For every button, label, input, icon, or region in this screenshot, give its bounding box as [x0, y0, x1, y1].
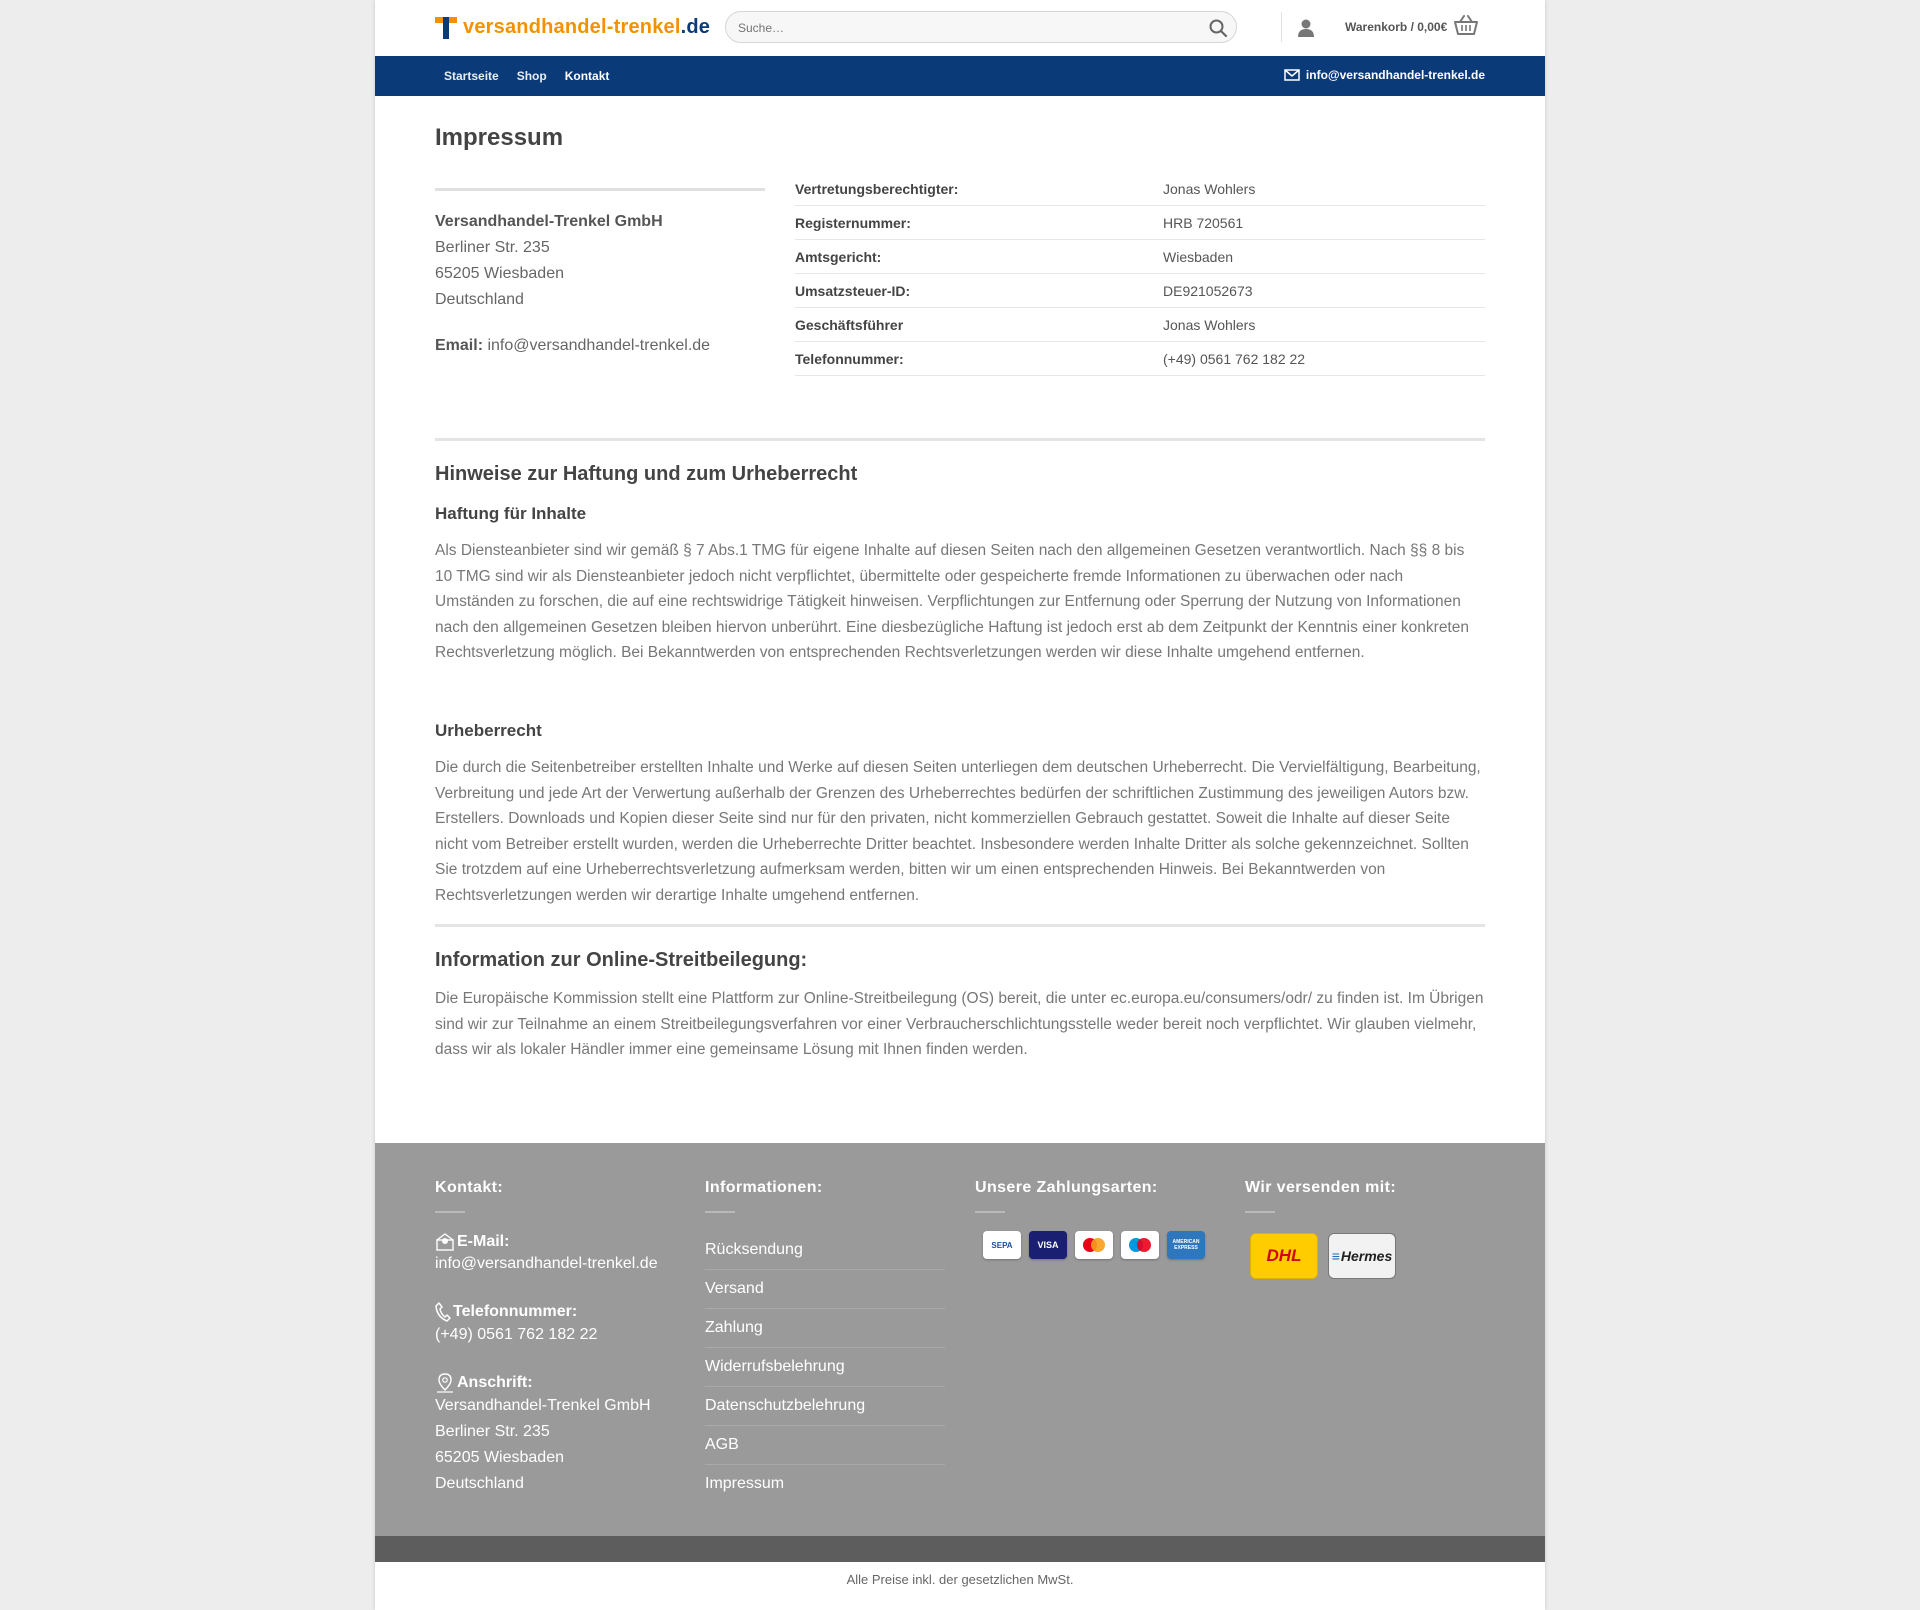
- footer-info-links: [705, 1231, 945, 1503]
- payment-methods: [983, 1231, 1205, 1259]
- logo-text: versandhandel-trenkel.de: [463, 15, 711, 38]
- footer-address-line: Versandhandel-Trenkel GmbH: [435, 1397, 651, 1414]
- table-row: [795, 342, 1485, 376]
- footer-link-datenschutz[interactable]: Datenschutzbelehrung: [705, 1387, 945, 1426]
- footer-info-heading: Informationen:: [705, 1179, 823, 1196]
- detail-value: Jonas Wohlers: [1163, 172, 1485, 206]
- detail-value: HRB 720561: [1163, 206, 1485, 240]
- footer-heading-underline: [705, 1211, 735, 1213]
- footer-address-line: 65205 Wiesbaden: [435, 1449, 564, 1466]
- address-divider: [435, 188, 765, 191]
- footer-link-zahlung[interactable]: Zahlung: [705, 1309, 945, 1348]
- footer-payment-heading: Unsere Zahlungsarten:: [975, 1179, 1158, 1196]
- price-note: Alle Preise inkl. der gesetzlichen MwSt.: [846, 1572, 1074, 1587]
- search-input[interactable]: [736, 18, 1180, 38]
- footer-address-line: Deutschland: [435, 1475, 524, 1492]
- footer-link-versand[interactable]: Versand: [705, 1270, 945, 1309]
- detail-key: Amtsgericht:: [795, 240, 1163, 274]
- footer-address-label: Anschrift:: [457, 1374, 533, 1391]
- table-row: [795, 274, 1485, 308]
- email-line: [435, 333, 765, 359]
- email-label: Email:: [435, 337, 484, 354]
- subfooter-bar: [375, 1536, 1545, 1562]
- footer-shipping-heading: Wir versenden mit:: [1245, 1179, 1397, 1196]
- detail-value: DE921052673: [1163, 274, 1485, 308]
- footer-contact-column: [435, 1179, 675, 1497]
- footer-contact-heading: Kontakt:: [435, 1179, 504, 1196]
- address-block: [435, 188, 765, 359]
- haftung-inhalte-text: Als Diensteanbieter sind wir gemäß § 7 Abs.1 TMG für eigene Inhalte auf diesen Seiten nach den allgemeinen Gesetzen verantwortlich. Nach §§ 8 bis 10 TMG sind wir als Diensteanbieter jedoch nicht verpflichtet, übermittelte oder gespeicherte fremde Informationen zu überwachen oder nach Umständen zu forschen, die auf eine rechtswidrige Tätigkeit hinweisen. Verpflichtungen zur Entfernung oder Sperrung der Nutzung von Informationen nach den allgemeinen Gesetzen bleiben hiervon unberührt. Eine diesbezügliche Haftung ist jedoch erst ab dem Zeitpunkt der Kenntnis einer konkreten Rechtsverletzung möglich. Bei Bekanntwerden von entsprechenden Rechtsverletzungen werden wir diese Inhalte umgehend entfernen.: [435, 542, 1469, 661]
- section-divider: [435, 438, 1485, 441]
- nav-item-startseite[interactable]: Startseite: [444, 69, 499, 83]
- maestro-icon: [1121, 1231, 1159, 1259]
- cart-button[interactable]: [1345, 18, 1479, 36]
- header: [375, 0, 1545, 56]
- city: 65205 Wiesbaden: [435, 265, 564, 282]
- odr-text: Die Europäische Kommission stellt eine Plattform zur Online-Streitbeilegung (OS) bereit, die unter ec.europa.eu/consumers/odr/ zu finden ist. Im Übrigen sind wir zur Teilnahme an einem Streitbeilegungsverfahren vor einer Verbraucherschlichtungsstelle weder bereit noch verpflichtet. Wir glauben vielmehr, dass wir als lokaler Händler immer eine gemeinsame Lösung mit Ihnen finden werden.: [435, 990, 1484, 1058]
- street: Berliner Str. 235: [435, 239, 550, 256]
- map-pin-icon: [435, 1373, 455, 1393]
- page-title: Impressum: [435, 124, 564, 151]
- search-icon[interactable]: [1208, 18, 1228, 38]
- detail-value: Wiesbaden: [1163, 240, 1485, 274]
- logo-mark-icon: [435, 15, 457, 39]
- phone-icon: [435, 1302, 451, 1322]
- haftung-inhalte-heading: Haftung für Inhalte: [435, 504, 587, 523]
- table-row: [795, 206, 1485, 240]
- user-account-icon[interactable]: [1295, 17, 1317, 39]
- header-divider: [1281, 12, 1282, 42]
- footer-phone-label: Telefonnummer:: [453, 1303, 578, 1320]
- dhl-logo: DHL: [1250, 1233, 1318, 1279]
- detail-key: Registernummer:: [795, 206, 1163, 240]
- table-row: [795, 240, 1485, 274]
- nav-item-kontakt[interactable]: Kontakt: [564, 69, 610, 83]
- page-container: [375, 0, 1545, 1610]
- detail-value: (+49) 0561 762 182 22: [1163, 342, 1485, 376]
- footer-info-column: [705, 1179, 945, 1503]
- amex-icon: AMERICAN EXPRESS: [1167, 1231, 1205, 1259]
- nav-email-link[interactable]: [1284, 68, 1485, 82]
- company-details-table: [795, 172, 1485, 376]
- sepa-icon: SEPA: [983, 1231, 1021, 1259]
- footer-link-ruecksendung[interactable]: Rücksendung: [705, 1231, 945, 1270]
- country: Deutschland: [435, 291, 524, 308]
- detail-key: Geschäftsführer: [795, 308, 1163, 342]
- mail-envelope-icon: [435, 1233, 455, 1251]
- email-value[interactable]: info@versandhandel-trenkel.de: [487, 337, 711, 354]
- footer-link-widerrufsbelehrung[interactable]: Widerrufsbelehrung: [705, 1348, 945, 1387]
- main-navigation: [375, 56, 1545, 96]
- basket-icon: [1453, 14, 1479, 36]
- footer-email-label: E-Mail:: [457, 1233, 510, 1250]
- table-row: [795, 172, 1485, 206]
- footer-heading-underline: [1245, 1211, 1275, 1213]
- detail-key: Vertretungsberechtigter:: [795, 172, 1163, 206]
- footer-payment-column: [975, 1179, 1215, 1213]
- hermes-logo: ≡ Hermes: [1328, 1233, 1396, 1279]
- table-row: [795, 308, 1485, 342]
- footer-email-value[interactable]: info@versandhandel-trenkel.de: [435, 1255, 658, 1272]
- footer-address-line: Berliner Str. 235: [435, 1423, 550, 1440]
- shipping-carriers: [1250, 1233, 1396, 1279]
- footer-link-impressum[interactable]: Impressum: [705, 1475, 785, 1492]
- detail-key: Umsatzsteuer-ID:: [795, 274, 1163, 308]
- nav-email-text: info@versandhandel-trenkel.de: [1305, 68, 1485, 82]
- urheberrecht-text: Die durch die Seitenbetreiber erstellten Inhalte und Werke auf diesen Seiten unterliegen dem deutschen Urheberrecht. Die Vervielfältigung, Bearbeitung, Verbreitung und jede Art der Verwertung außerhalb der Grenzen des Urheberrechtes bedürfen der schriftlichen Zustimmung des jeweiligen Autors bzw. Erstellers. Downloads und Kopien dieser Seite sind nur für den privaten, nicht kommerziellen Gebrauch gestattet. Soweit die Inhalte auf dieser Seite nicht vom Betreiber erstellt wurden, werden die Urheberrechte Dritter beachtet. Insbesondere werden Inhalte Dritter als solche gekennzeichnet. Sollten Sie trotzdem auf eine Urheberrechtsverletzung aufmerksam werden, bitten wir um einen entsprechenden Hinweis. Bei Bekanntwerden von Rechtsverletzungen werden wir derartige Inhalte umgehend entfernen.: [435, 759, 1481, 904]
- urheberrecht-heading: Urheberrecht: [435, 721, 542, 740]
- footer: [375, 1143, 1545, 1536]
- section-divider: [435, 924, 1485, 927]
- haftung-heading: Hinweise zur Haftung und zum Urheberrecht: [435, 463, 858, 485]
- footer-shipping-column: [1245, 1179, 1485, 1213]
- odr-heading: Information zur Online-Streitbeilegung:: [435, 949, 808, 971]
- footer-link-agb[interactable]: AGB: [705, 1426, 945, 1465]
- company-name: Versandhandel-Trenkel GmbH: [435, 213, 663, 230]
- footer-heading-underline: [975, 1211, 1005, 1213]
- footer-phone-value[interactable]: (+49) 0561 762 182 22: [435, 1326, 598, 1343]
- detail-key: Telefonnummer:: [795, 342, 1163, 376]
- mastercard-icon: [1075, 1231, 1113, 1259]
- visa-icon: VISA: [1029, 1231, 1067, 1259]
- site-logo[interactable]: [435, 14, 710, 40]
- envelope-icon: [1284, 69, 1300, 81]
- cart-label: Warenkorb / 0,00€: [1345, 20, 1448, 34]
- nav-item-shop[interactable]: Shop: [516, 69, 547, 83]
- detail-value: Jonas Wohlers: [1163, 308, 1485, 342]
- footer-heading-underline: [435, 1211, 465, 1213]
- search-box: [725, 11, 1237, 43]
